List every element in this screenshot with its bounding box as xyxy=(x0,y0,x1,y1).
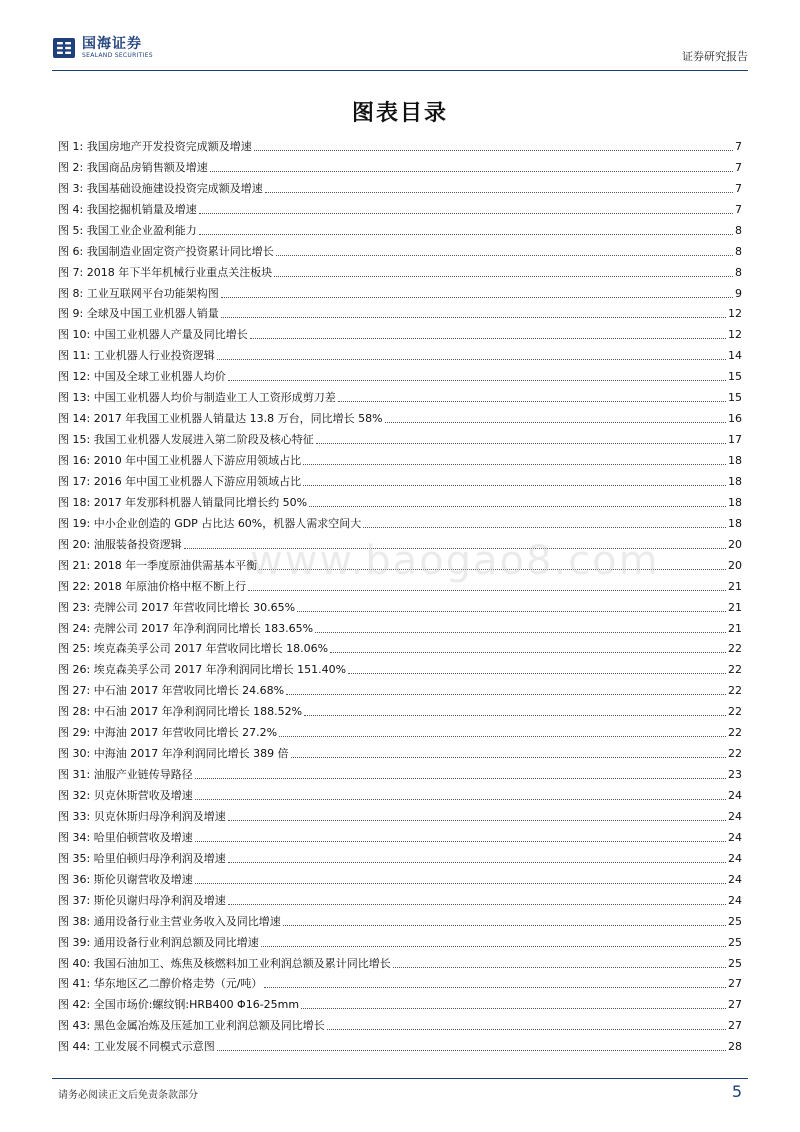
toc-entry-page: 7 xyxy=(735,139,742,153)
footer-divider xyxy=(52,1078,748,1079)
toc-entry[interactable] xyxy=(58,363,742,384)
toc-dot-leader xyxy=(217,359,726,360)
toc-entry-page: 22 xyxy=(728,684,742,698)
toc-entry[interactable] xyxy=(58,342,742,363)
toc-entry-label: 图 32: 贝克休斯营收及增速 xyxy=(58,789,193,802)
toc-entry-page: 9 xyxy=(735,286,742,300)
toc-dot-leader xyxy=(254,150,733,151)
toc-entry-page: 14 xyxy=(728,349,742,363)
toc-entry-page: 25 xyxy=(728,956,742,970)
toc-entry-page: 22 xyxy=(728,705,742,719)
toc-entry-label: 图 23: 壳牌公司 2017 年营收同比增长 30.65% xyxy=(58,600,296,614)
toc-dot-leader xyxy=(195,841,726,842)
toc-dot-leader xyxy=(283,925,726,926)
toc-entry-label: 图 28: 中石油 2017 年净利润同比增长 188.52% xyxy=(58,705,303,719)
toc-entry-page: 20 xyxy=(728,558,742,572)
toc-entry-label: 图 43: 黑色金属冶炼及压延加工业利润总额及同比增长 xyxy=(58,1019,325,1033)
toc-entry-label: 图 35: 哈里伯顿归母净利润及增速 xyxy=(58,851,226,865)
toc-entry-page: 24 xyxy=(728,851,742,865)
company-logo xyxy=(52,36,153,60)
toc-entry-page: 7 xyxy=(735,181,742,195)
toc-entry-page: 7 xyxy=(735,202,742,216)
toc-dot-leader xyxy=(363,527,726,528)
toc-entry-page: 7 xyxy=(735,160,742,174)
toc-dot-leader xyxy=(338,401,726,402)
toc-entry-page: 27 xyxy=(728,998,742,1012)
toc-entry-label: 图 19: 中小企业创造的 GDP 占比达 60%，机器人需求空间大 xyxy=(58,516,362,530)
page-header xyxy=(52,36,748,66)
toc-entry[interactable] xyxy=(58,677,742,698)
figure-table-of-contents xyxy=(58,133,742,1054)
toc-entry-label: 图 22: 2018 年原油价格中枢不断上行 xyxy=(58,579,247,593)
toc-entry[interactable] xyxy=(58,971,742,992)
toc-dot-leader xyxy=(309,506,726,507)
toc-entry[interactable] xyxy=(58,950,742,971)
toc-entry-label: 图 37: 斯伦贝谢归母净利润及增速 xyxy=(58,893,226,907)
toc-entry-page: 24 xyxy=(728,872,742,886)
toc-dot-leader xyxy=(279,736,726,737)
toc-entry[interactable] xyxy=(58,740,742,761)
toc-entry-page: 21 xyxy=(728,579,742,593)
toc-entry-page: 12 xyxy=(728,307,742,321)
toc-dot-leader xyxy=(264,987,726,988)
toc-entry[interactable] xyxy=(58,908,742,929)
toc-entry-page: 22 xyxy=(728,747,742,761)
toc-entry-label: 图 6: 我国制造业固定资产投资累计同比增长 xyxy=(58,244,274,258)
toc-entry[interactable] xyxy=(58,1012,742,1033)
toc-entry[interactable] xyxy=(58,238,742,259)
toc-entry-page: 22 xyxy=(728,663,742,677)
toc-entry[interactable] xyxy=(58,196,742,217)
toc-entry-page: 12 xyxy=(728,328,742,342)
toc-dot-leader xyxy=(195,883,726,884)
toc-entry[interactable] xyxy=(58,447,742,468)
toc-entry[interactable] xyxy=(58,510,742,531)
toc-entry[interactable] xyxy=(58,489,742,510)
toc-dot-leader xyxy=(393,967,726,968)
toc-entry[interactable] xyxy=(58,782,742,803)
toc-dot-leader xyxy=(221,297,733,298)
toc-entry-page: 15 xyxy=(728,391,742,405)
toc-entry[interactable] xyxy=(58,280,742,301)
toc-dot-leader xyxy=(276,255,733,256)
toc-dot-leader xyxy=(228,904,726,905)
toc-entry[interactable] xyxy=(58,803,742,824)
toc-entry-label: 图 34: 哈里伯顿营收及增速 xyxy=(58,830,193,844)
toc-entry[interactable] xyxy=(58,636,742,657)
toc-entry-label: 图 26: 埃克森美孚公司 2017 年净利润同比增长 151.40% xyxy=(58,663,347,677)
toc-entry[interactable] xyxy=(58,866,742,887)
toc-entry-page: 28 xyxy=(728,1040,742,1054)
toc-entry[interactable] xyxy=(58,301,742,322)
toc-entry[interactable] xyxy=(58,259,742,280)
toc-dot-leader xyxy=(228,380,726,381)
toc-entry[interactable] xyxy=(58,133,742,154)
disclaimer-note: 请务必阅读正文后免责条款部分 xyxy=(58,1090,198,1101)
toc-entry-page: 21 xyxy=(728,621,742,635)
toc-dot-leader xyxy=(195,799,726,800)
toc-entry-label: 图 39: 通用设备行业利润总额及同比增速 xyxy=(58,935,259,949)
toc-entry[interactable] xyxy=(58,845,742,866)
page-number: 5 xyxy=(731,1082,742,1101)
header-divider xyxy=(52,70,748,71)
logo-mark-icon xyxy=(52,36,76,60)
toc-entry-label: 图 21: 2018 年一季度原油供需基本平衡 xyxy=(58,558,258,572)
toc-entry-page: 24 xyxy=(728,809,742,823)
toc-entry[interactable] xyxy=(58,321,742,342)
toc-entry[interactable] xyxy=(58,405,742,426)
toc-entry-page: 18 xyxy=(728,454,742,467)
toc-entry-page: 16 xyxy=(728,412,742,426)
toc-dot-leader xyxy=(228,862,726,863)
toc-entry-label: 图 2: 我国商品房销售额及增速 xyxy=(58,160,208,174)
toc-dot-leader xyxy=(250,338,726,339)
toc-entry[interactable] xyxy=(58,824,742,845)
toc-entry-label: 图 38: 通用设备行业主营业务收入及同比增速 xyxy=(58,914,281,928)
toc-entry-page: 21 xyxy=(728,600,742,614)
toc-entry-label: 图 16: 2010 年中国工业机器人下游应用领域占比 xyxy=(58,454,302,467)
toc-entry-label: 图 29: 中海油 2017 年营收同比增长 27.2% xyxy=(58,726,278,740)
toc-entry-label: 图 33: 贝克休斯归母净利润及增速 xyxy=(58,809,226,823)
toc-entry-label: 图 25: 埃克森美孚公司 2017 年营收同比增长 18.06% xyxy=(58,642,329,656)
toc-entry-page: 18 xyxy=(728,516,742,530)
toc-dot-leader xyxy=(248,590,726,591)
toc-dot-leader xyxy=(291,757,726,758)
toc-entry-page: 18 xyxy=(728,495,742,509)
toc-dot-leader xyxy=(221,317,726,318)
toc-dot-leader xyxy=(303,485,726,486)
toc-dot-leader xyxy=(286,694,726,695)
toc-entry-page: 24 xyxy=(728,893,742,907)
toc-entry-page: 27 xyxy=(728,977,742,991)
toc-dot-leader xyxy=(385,422,726,423)
toc-entry[interactable] xyxy=(58,1033,742,1054)
toc-entry-label: 图 14: 2017 年我国工业机器人销量达 13.8 万台，同比增长 58% xyxy=(58,412,383,426)
toc-entry-page: 25 xyxy=(728,935,742,949)
toc-entry-page: 18 xyxy=(728,474,742,488)
toc-dot-leader xyxy=(195,778,726,779)
toc-entry-page: 25 xyxy=(728,914,742,928)
toc-entry[interactable] xyxy=(58,426,742,447)
toc-entry-page: 8 xyxy=(735,223,742,237)
toc-dot-leader xyxy=(199,234,733,235)
toc-entry-label: 图 11: 工业机器人行业投资逻辑 xyxy=(58,349,215,363)
toc-entry-page: 20 xyxy=(728,537,742,551)
toc-dot-leader xyxy=(261,946,726,947)
toc-entry-label: 图 12: 中国及全球工业机器人均价 xyxy=(58,370,226,384)
toc-dot-leader xyxy=(265,192,733,193)
toc-entry-label: 图 17: 2016 年中国工业机器人下游应用领域占比 xyxy=(58,474,302,488)
toc-entry-label: 图 3: 我国基础设施建设投资完成额及增速 xyxy=(58,181,263,195)
logo-chinese-name: 国海证券 xyxy=(82,36,142,52)
toc-entry[interactable] xyxy=(58,698,742,719)
toc-dot-leader xyxy=(199,213,733,214)
toc-entry[interactable] xyxy=(58,175,742,196)
toc-entry-label: 图 4: 我国挖掘机销量及增速 xyxy=(58,202,197,216)
watermark: www.baogao8.com xyxy=(250,538,660,584)
toc-entry[interactable] xyxy=(58,929,742,950)
toc-entry-label: 图 31: 油服产业链传导路径 xyxy=(58,768,193,782)
toc-dot-leader xyxy=(304,715,726,716)
toc-entry-label: 图 10: 中国工业机器人产量及同比增长 xyxy=(58,328,248,342)
toc-entry-page: 17 xyxy=(728,433,742,447)
toc-dot-leader xyxy=(228,820,726,821)
toc-dot-leader xyxy=(315,632,726,633)
toc-entry-label: 图 7: 2018 年下半年机械行业重点关注板块 xyxy=(58,265,273,279)
toc-entry-label: 图 5: 我国工业企业盈利能力 xyxy=(58,223,197,237)
toc-dot-leader xyxy=(303,464,726,465)
toc-dot-leader xyxy=(210,171,733,172)
toc-entry-page: 27 xyxy=(728,1019,742,1033)
toc-entry[interactable] xyxy=(58,719,742,740)
toc-entry-page: 24 xyxy=(728,789,742,802)
toc-dot-leader xyxy=(301,1008,726,1009)
toc-entry-label: 图 40: 我国石油加工、炼焦及核燃料加工业利润总额及累计同比增长 xyxy=(58,956,391,970)
toc-entry[interactable] xyxy=(58,991,742,1012)
toc-dot-leader xyxy=(330,652,726,653)
toc-entry[interactable] xyxy=(58,217,742,238)
toc-entry-page: 8 xyxy=(735,265,742,279)
toc-entry-label: 图 8: 工业互联网平台功能架构图 xyxy=(58,286,219,300)
toc-entry-label: 图 41: 华东地区乙二醇价格走势（元/吨） xyxy=(58,977,263,991)
toc-dot-leader xyxy=(297,611,726,612)
toc-entry-label: 图 44: 工业发展不同模式示意图 xyxy=(58,1040,215,1054)
toc-entry-page: 15 xyxy=(728,370,742,384)
toc-dot-leader xyxy=(316,443,726,444)
toc-dot-leader xyxy=(327,1029,726,1030)
toc-entry-label: 图 24: 壳牌公司 2017 年净利润同比增长 183.65% xyxy=(58,621,314,635)
toc-entry[interactable] xyxy=(58,761,742,782)
page-title: 图表目录 xyxy=(351,101,448,126)
toc-entry-label: 图 36: 斯伦贝谢营收及增速 xyxy=(58,872,193,886)
toc-entry-label: 图 9: 全球及中国工业机器人销量 xyxy=(58,307,219,321)
toc-entry-label: 图 13: 中国工业机器人均价与制造业工人工资形成剪刀差 xyxy=(58,391,336,405)
toc-entry-page: 22 xyxy=(728,726,742,740)
toc-entry-page: 8 xyxy=(735,244,742,258)
toc-entry[interactable] xyxy=(58,594,742,615)
toc-entry-page: 22 xyxy=(728,642,742,656)
toc-entry-label: 图 18: 2017 年发那科机器人销量同比增长约 50% xyxy=(58,495,308,509)
toc-entry-label: 图 27: 中石油 2017 年营收同比增长 24.68% xyxy=(58,684,285,698)
toc-entry-label: 图 42: 全国市场价:螺纹钢:HRB400 Φ16-25mm xyxy=(58,998,300,1012)
report-type-label: 证券研究报告 xyxy=(682,50,748,63)
toc-entry-label: 图 20: 油服装备投资逻辑 xyxy=(58,537,182,551)
logo-english-name: SEALAND SECURITIES xyxy=(82,52,153,59)
toc-dot-leader xyxy=(348,673,726,674)
toc-entry[interactable] xyxy=(58,384,742,405)
toc-entry-label: 图 15: 我国工业机器人发展进入第二阶段及核心特征 xyxy=(58,433,314,447)
toc-entry-page: 23 xyxy=(728,768,742,782)
toc-entry-label: 图 1: 我国房地产开发投资完成额及增速 xyxy=(58,139,252,153)
toc-entry-label: 图 30: 中海油 2017 年净利润同比增长 389 倍 xyxy=(58,747,289,761)
toc-entry[interactable] xyxy=(58,887,742,908)
toc-entry[interactable] xyxy=(58,468,742,489)
toc-entry[interactable] xyxy=(58,154,742,175)
toc-entry[interactable] xyxy=(58,615,742,636)
toc-entry[interactable] xyxy=(58,656,742,677)
toc-dot-leader xyxy=(217,1050,726,1051)
toc-entry-page: 24 xyxy=(728,830,742,844)
toc-dot-leader xyxy=(274,276,733,277)
